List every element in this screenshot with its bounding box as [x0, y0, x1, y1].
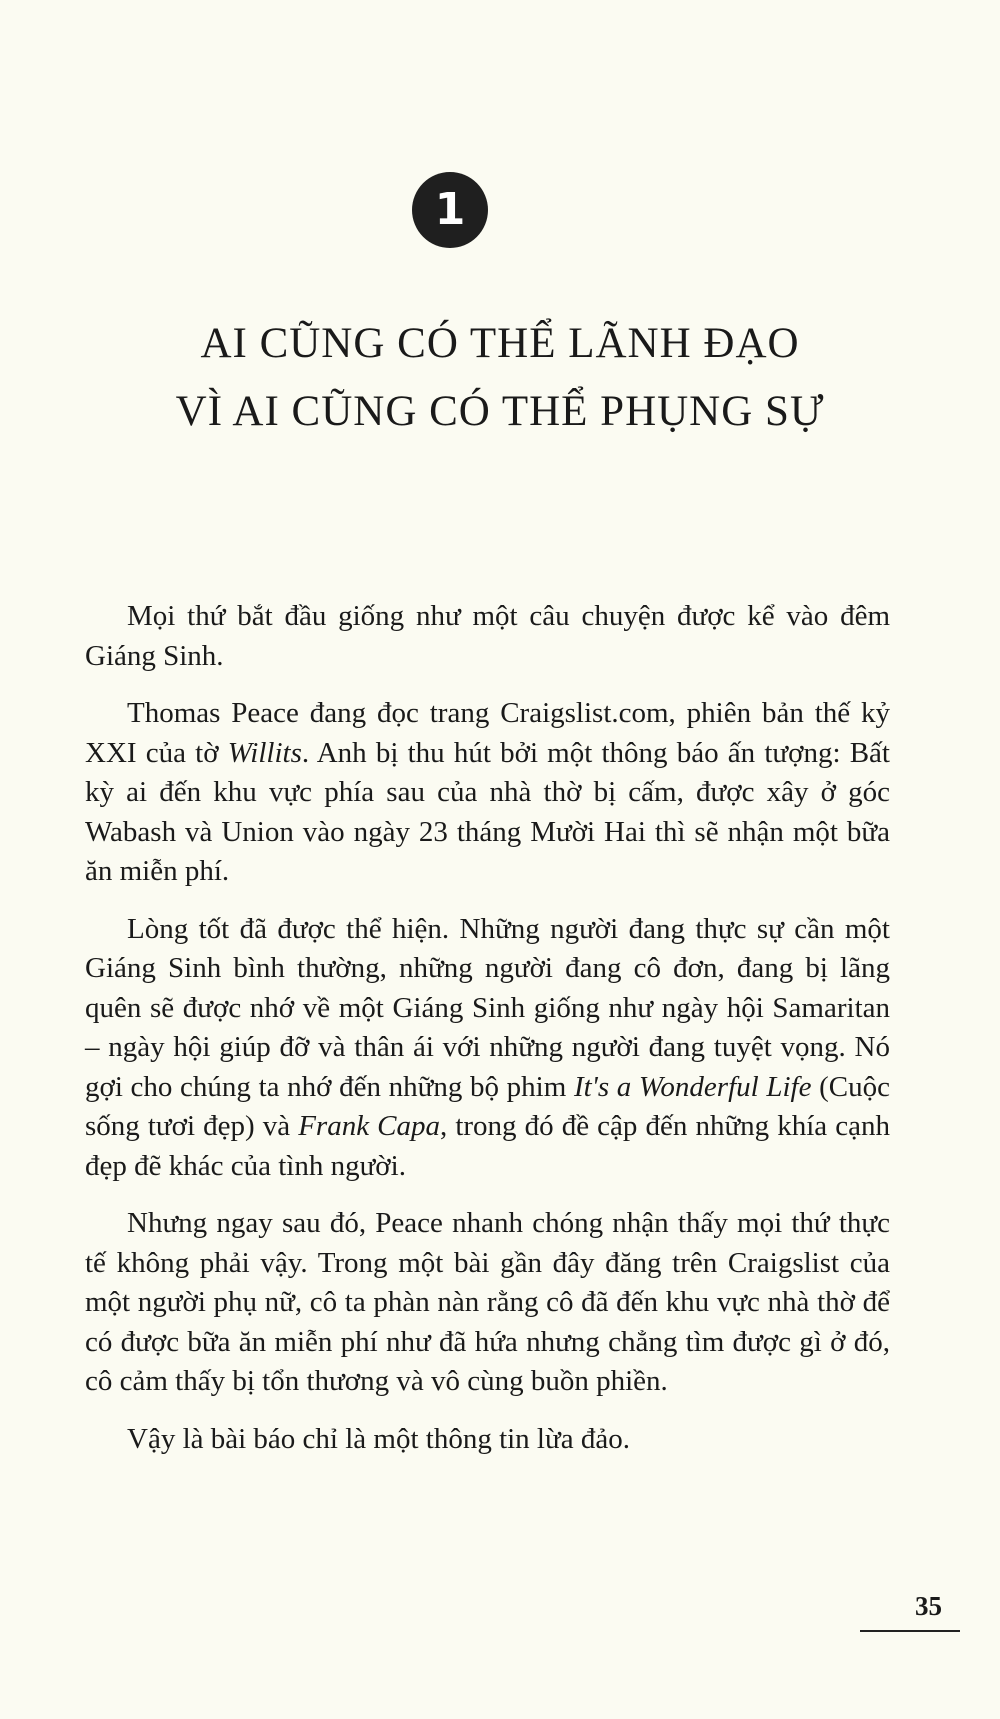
- paragraph-2-text-a: Thomas Peace đang đọc trang Craigslist.com, phiên bản thế kỷ XXI của tờ: [85, 697, 890, 769]
- chapter-title-line-1: AI CŨNG CÓ THỂ LÃNH ĐẠO: [200, 320, 800, 367]
- paragraph-4: Nhưng ngay sau đó, Peace nhanh chóng nhận thấy mọi thứ thực tế không phải vậy. Trong một bài gần đây đăng trên Craigslist của một người phụ nữ, cô ta phàn nàn rằng cô đã đến khu vực nhà thờ để có được bữa ăn miễn phí như đã hứa nhưng chẳng tìm được gì ở đó, cô cảm thấy bị tổn thương và vô cùng buồn phiền.: [85, 1207, 890, 1397]
- chapter-title-line-2: VÌ AI CŨNG CÓ THỂ PHỤNG SỰ: [175, 388, 825, 435]
- chapter-number-badge: [412, 172, 488, 248]
- paragraph-3-text-a: Lòng tốt đã được thể hiện. Những người đang thực sự cần một Giáng Sinh bình thường, những người đang cô đơn, đang bị lãng quên sẽ được nhớ về một Giáng Sinh giống như ngày hội Samaritan – ngày hội giúp đỡ và thân ái với những người đang tuyệt vọng. Nó gợi cho chúng ta nhớ đến những bộ phim: [85, 912, 890, 1103]
- chapter-title: [80, 310, 920, 446]
- chapter-number: 1: [434, 184, 466, 235]
- paragraph-3-text-c: , trong đó đề cập đến những khía cạnh đẹp đẽ khác của tình người.: [85, 1110, 891, 1182]
- paragraph-2: [85, 694, 890, 892]
- paragraph-3: [85, 910, 890, 1187]
- paragraph-3-text-b: (Cuộc sống tươi đẹp) và: [85, 1070, 890, 1142]
- paragraph-5: Vậy là bài báo chỉ là một thông tin lừa đảo.: [127, 1422, 630, 1455]
- paragraph-2-italic: Willits: [227, 736, 302, 769]
- page-number: 35: [915, 1591, 942, 1621]
- body-text: [85, 597, 890, 1477]
- paragraph-3-italic-2: Frank Capa: [298, 1110, 440, 1142]
- page-number-rule: [860, 1630, 960, 1632]
- paragraph-3-italic-1: It's a Wonderful Life: [573, 1070, 812, 1103]
- paragraph-1: Mọi thứ bắt đầu giống như một câu chuyện được kể vào đêm Giáng Sinh.: [85, 600, 890, 672]
- paragraph-2-text-b: . Anh bị thu hút bởi một thông báo ấn tượng: Bất kỳ ai đến khu vực phía sau của nhà thờ bị cấm, được xây ở góc Wabash và Union vào ngày 23 tháng Mười Hai thì sẽ nhận một bữa ăn miễn phí.: [85, 736, 890, 887]
